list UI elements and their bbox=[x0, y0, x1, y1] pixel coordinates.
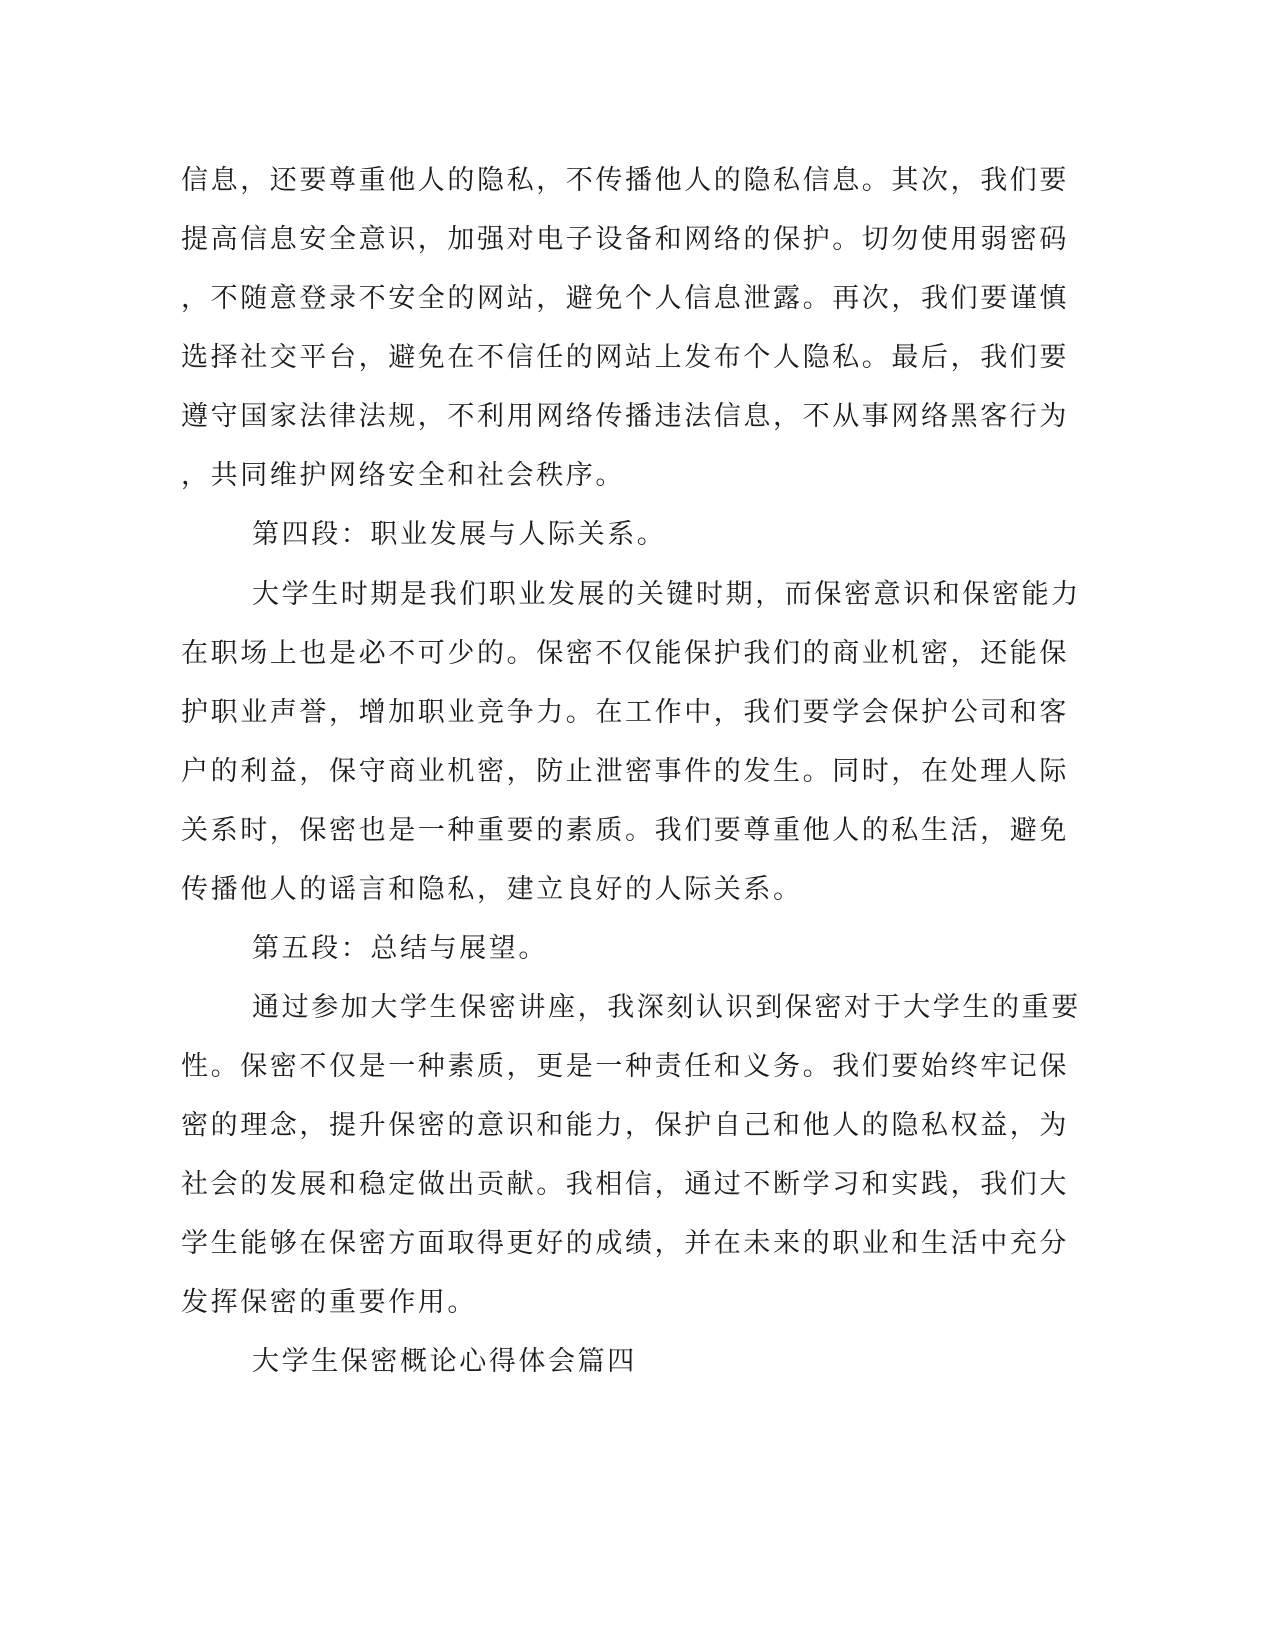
section-heading: 第四段：职业发展与人际关系。 bbox=[252, 519, 667, 550]
text-line: 传播他人的谣言和隐私，建立良好的人际关系。 bbox=[181, 874, 803, 905]
text-line: 户的利益，保守商业机密，防止泄密事件的发生。同时，在处理人际 bbox=[181, 756, 1069, 787]
text-line: 大学生时期是我们职业发展的关键时期，而保密意识和保密能力 bbox=[252, 579, 1081, 610]
text-line: 提高信息安全意识，加强对电子设备和网络的保护。切勿使用弱密码 bbox=[181, 224, 1069, 255]
article-title: 大学生保密概论心得体会篇四 bbox=[252, 1346, 637, 1377]
text-line: 在职场上也是必不可少的。保密不仅能保护我们的商业机密，还能保 bbox=[181, 638, 1069, 669]
text-line: 信息，还要尊重他人的隐私，不传播他人的隐私信息。其次，我们要 bbox=[181, 165, 1069, 196]
text-line: 遵守国家法律法规，不利用网络传播违法信息，不从事网络黑客行为 bbox=[181, 401, 1069, 432]
text-line: 关系时，保密也是一种重要的素质。我们要尊重他人的私生活，避免 bbox=[181, 815, 1069, 846]
text-line: 发挥保密的重要作用。 bbox=[181, 1287, 477, 1318]
text-line: 性。保密不仅是一种素质，更是一种责任和义务。我们要始终牢记保 bbox=[181, 1051, 1069, 1082]
text-line: 学生能够在保密方面取得更好的成绩，并在未来的职业和生活中充分 bbox=[181, 1228, 1069, 1259]
text-line: 护职业声誉，增加职业竞争力。在工作中，我们要学会保护公司和客 bbox=[181, 697, 1069, 728]
text-line: 选择社交平台，避免在不信任的网站上发布个人隐私。最后，我们要 bbox=[181, 342, 1069, 373]
text-line: 密的理念，提升保密的意识和能力，保护自己和他人的隐私权益，为 bbox=[181, 1110, 1069, 1141]
text-line: ，不随意登录不安全的网站，避免个人信息泄露。再次，我们要谨慎 bbox=[181, 283, 1069, 314]
section-heading: 第五段：总结与展望。 bbox=[252, 933, 548, 964]
text-line: 社会的发展和稳定做出贡献。我相信，通过不断学习和实践，我们大 bbox=[181, 1169, 1069, 1200]
text-line: ，共同维护网络安全和社会秩序。 bbox=[181, 460, 625, 491]
text-line: 通过参加大学生保密讲座，我深刻认识到保密对于大学生的重要 bbox=[252, 992, 1081, 1023]
